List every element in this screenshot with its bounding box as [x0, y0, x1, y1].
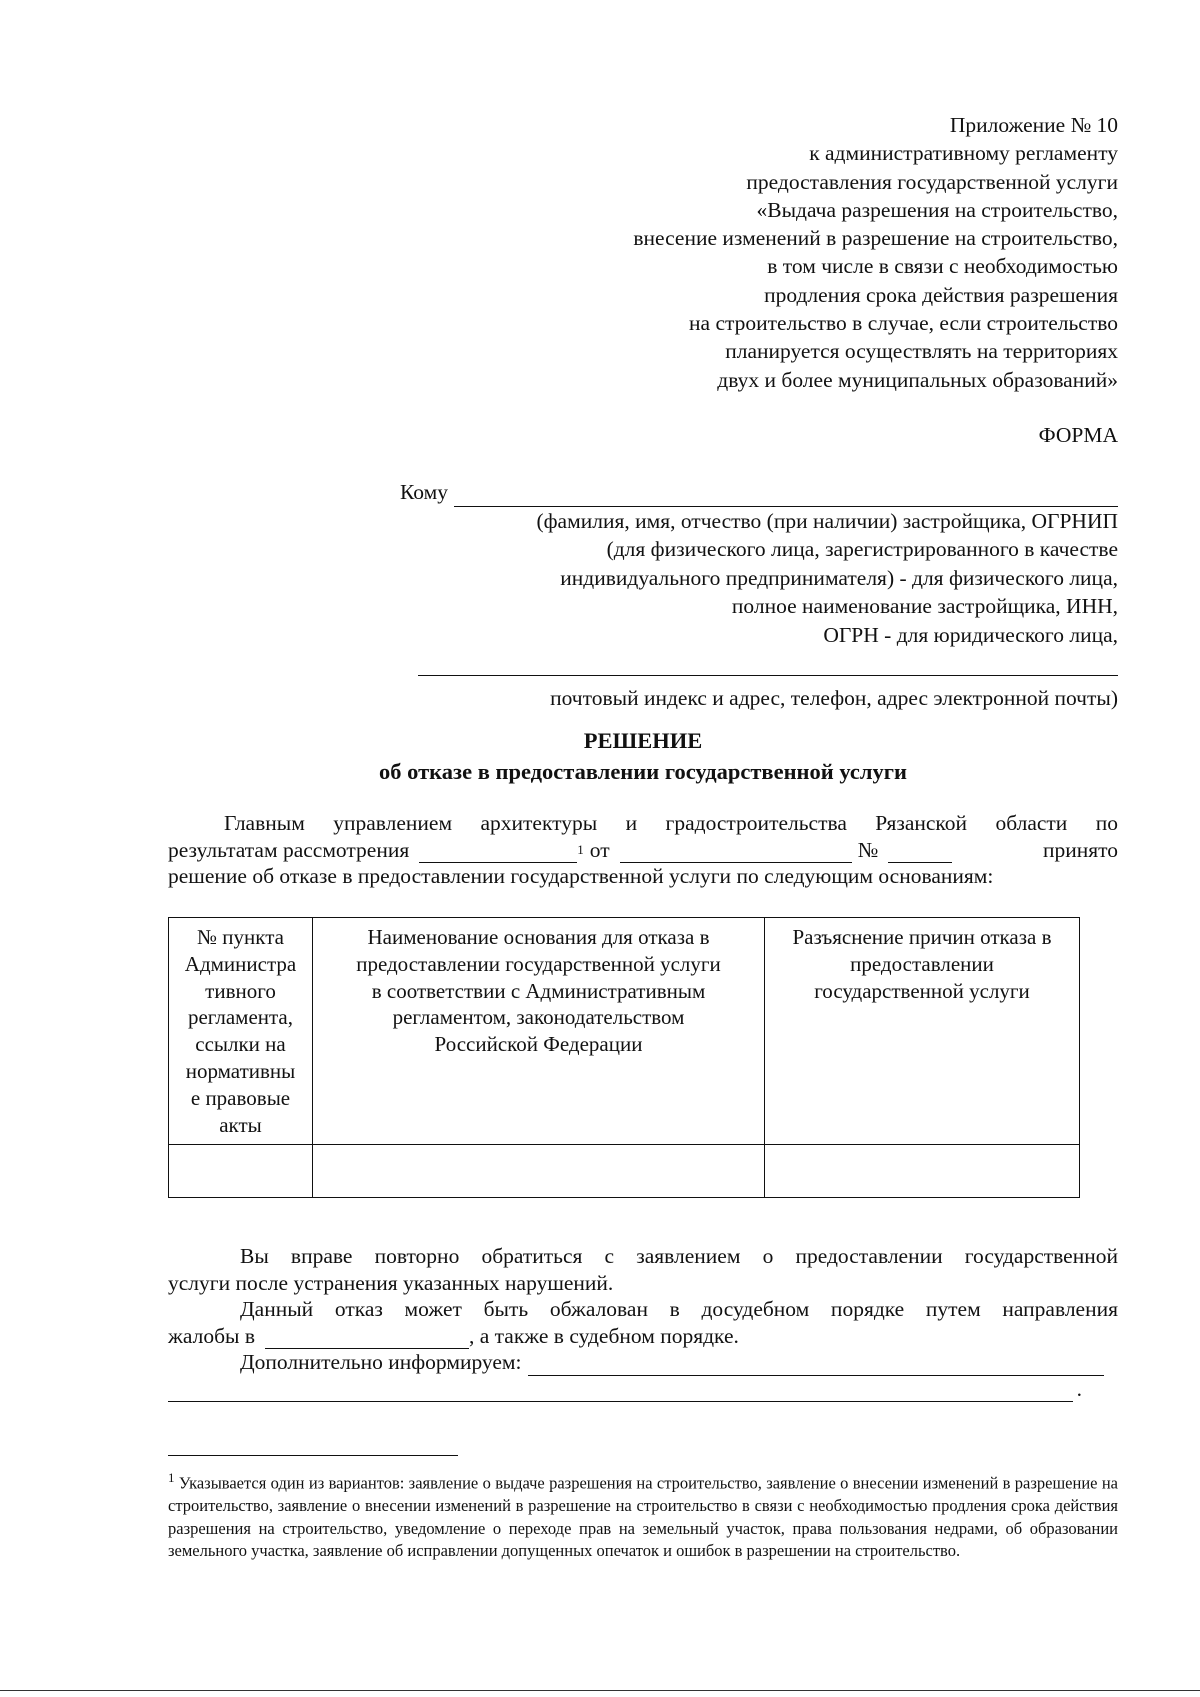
info-label: Дополнительно информируем:: [240, 1350, 522, 1374]
footnote-text: Указывается один из вариантов: заявление о выдаче разрешения на строительство, заявление о внесении изменений в разрешение на строительство, заявление о внесении изменений в разрешение на строительство в связи с необходимостью продления срока действия разрешения на строительство, уведомление о переходе прав на земельный участок, права пользования недрами, об образовании земельного участка, заявление об исправлении допущенных опечаток и ошибок в разрешении на строительство.: [168, 1473, 1118, 1560]
header-line: предоставлении: [850, 951, 994, 976]
header-line: № пункта: [197, 925, 284, 949]
appendix-header: [418, 111, 1118, 394]
recipient-desc-line: ОГРН - для юридического лица,: [823, 622, 1118, 647]
info-line: [168, 1349, 1104, 1376]
header-line: в соответствии с Административным: [371, 978, 706, 1003]
intro-accepted-text: принято: [1042, 837, 1118, 862]
header-cell-explanation: [765, 918, 1080, 1145]
appendix-line: «Выдача разрешения на строительство,: [756, 197, 1118, 222]
header-line: Наименование основания для отказа в: [367, 925, 710, 949]
header-line: нормативны: [185, 1058, 296, 1083]
intro-review-text: результатам рассмотрения: [168, 837, 410, 862]
header-line: регламента,: [187, 1005, 294, 1030]
page-bottom-rule: [0, 1690, 1200, 1691]
appeal-line-1: Данный отказ может быть обжалован в досудебном порядке путем направления: [240, 1297, 1118, 1321]
appendix-line: в том числе в связи с необходимостью: [767, 254, 1118, 279]
appeal-prefix: жалобы в: [168, 1323, 255, 1348]
header-cell-ground: [313, 918, 765, 1145]
table-cell: [765, 1145, 1080, 1198]
title-main: РЕШЕНИЕ: [583, 728, 703, 753]
header-line: Российской Федерации: [434, 1032, 643, 1057]
recipient-desc-line: (для физического лица, зарегистрированного в качестве: [606, 537, 1118, 561]
footnote-separator: [168, 1455, 458, 1456]
number-blank: [888, 842, 952, 863]
appendix-line: Приложение № 10: [949, 113, 1118, 137]
intro-line-3: решение об отказе в предоставлении государственной услуги по следующим основаниям:: [168, 864, 994, 888]
review-blank: [419, 842, 577, 863]
header-line: е правовые: [190, 1085, 291, 1110]
table-header-row: [169, 918, 1080, 1145]
recipient-description: [400, 507, 1118, 650]
recipient-desc-line: (фамилия, имя, отчество (при наличии) застройщика, ОГРНИП: [536, 508, 1118, 533]
reapply-line-1: Вы вправе повторно обратиться с заявлением о предоставлении государственной: [240, 1244, 1118, 1268]
closing-section: [168, 1243, 1118, 1402]
footnote-ref: 1: [577, 841, 584, 857]
info-blank: [528, 1355, 1104, 1376]
appendix-line: на строительство в случае, если строительство: [689, 311, 1118, 336]
date-blank: [620, 842, 852, 863]
appendix-line: двух и более муниципальных образований»: [717, 367, 1118, 392]
recipient-blank: [454, 486, 1118, 507]
recipient-desc-line: индивидуального предпринимателя) - для физического лица,: [560, 565, 1118, 590]
header-line: Разъяснение причин отказа в: [792, 925, 1052, 949]
appendix-line: к административному регламенту: [809, 141, 1118, 166]
table-cell: [313, 1145, 765, 1198]
header-line: регламентом, законодательством: [392, 1005, 685, 1030]
recipient-desc-line: полное наименование застройщика, ИНН,: [731, 594, 1118, 618]
info-line-2: [168, 1376, 1118, 1403]
intro-line-1: Главным управлением архитектуры и градостроительства Рязанской области по: [224, 811, 1118, 835]
intro-number-text: №: [857, 837, 879, 862]
recipient-line: [400, 478, 1118, 507]
appendix-line: продления срока действия разрешения: [764, 282, 1118, 307]
footnote: [168, 1467, 1118, 1563]
reapply-line-2: услуги после устранения указанных нарушений.: [168, 1270, 614, 1295]
decision-title: [168, 725, 1118, 787]
appeal-line-2: [168, 1323, 1118, 1350]
appendix-line: планируется осуществлять на территориях: [725, 339, 1118, 364]
header-line: тивного: [205, 978, 276, 1003]
table-row: [169, 1145, 1080, 1198]
to-label: Кому: [400, 480, 448, 504]
appeal-authority-blank: [265, 1328, 469, 1349]
end-dot: .: [1076, 1376, 1082, 1401]
header-line: предоставлении государственной услуги: [356, 951, 721, 976]
recipient-postal-caption: почтовый индекс и адрес, телефон, адрес электронной почты): [550, 686, 1118, 710]
form-label: ФОРМА: [1038, 423, 1118, 447]
header-cell-clause: [169, 918, 313, 1145]
intro-line-2: [168, 837, 1118, 864]
appendix-line: внесение изменений в разрешение на строительство,: [633, 226, 1118, 251]
header-line: акты: [219, 1112, 262, 1137]
refusal-grounds-table: [168, 917, 1080, 1198]
appendix-line: предоставления государственной услуги: [746, 169, 1118, 194]
header-line: ссылки на: [195, 1032, 286, 1057]
footnote-mark: 1: [168, 1470, 175, 1485]
info-blank-2: [168, 1379, 1073, 1402]
intro-from-text: от: [589, 837, 610, 862]
header-line: государственной услуги: [814, 978, 1030, 1003]
table-cell: [169, 1145, 313, 1198]
appeal-suffix: , а также в судебном порядке.: [468, 1323, 739, 1348]
recipient-block: [400, 478, 1118, 713]
header-line: Администра: [184, 951, 297, 976]
title-sub: об отказе в предоставлении государственной услуги: [379, 759, 907, 784]
intro-paragraph: [168, 810, 1118, 890]
recipient-address-blank: [418, 649, 1118, 676]
